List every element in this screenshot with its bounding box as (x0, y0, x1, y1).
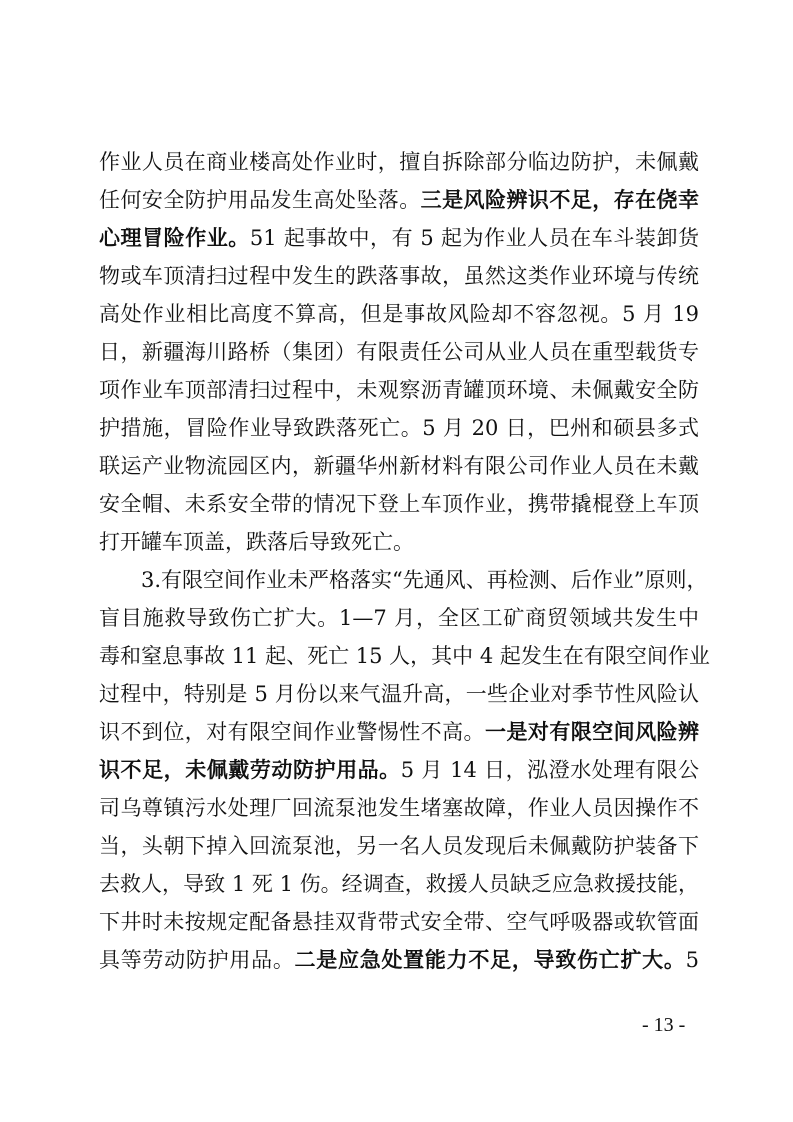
text-line (99, 637, 710, 675)
text-span: 过程中，特别是 5 月份以来气温升高，一些企业对季节性风险认 (99, 682, 699, 706)
text-line (99, 865, 699, 903)
text-line (99, 751, 699, 789)
text-line (99, 827, 699, 865)
text-span: 高处作业相比高度不算高，但是事故风险却不容忽视。5 月 19 (99, 302, 699, 326)
text-line (99, 941, 699, 979)
text-line (99, 561, 708, 599)
text-line (99, 257, 699, 295)
text-span: 项作业车顶部清扫过程中，未观察沥青罐顶环境、未佩戴安全防 (99, 378, 699, 402)
text-line (99, 447, 699, 485)
text-line (99, 181, 699, 219)
text-line (99, 713, 699, 751)
text-line (99, 143, 699, 181)
bold-text-span: 识不足，未佩戴劳动防护用品。 (99, 758, 401, 782)
text-span: 日，新疆海川路桥（集团）有限责任公司从业人员在重型载货专 (99, 340, 699, 364)
text-span: 5 (685, 948, 700, 972)
page-number: - 13 - (642, 1014, 686, 1036)
text-span: 下井时未按规定配备悬挂双背带式安全带、空气呼吸器或软管面 (99, 910, 699, 934)
text-span: 具等劳动防护用品。 (99, 948, 295, 972)
text-line (99, 219, 699, 257)
text-span: 5 月 14 日，泓澄水处理有限公 (400, 758, 700, 782)
text-line (99, 485, 699, 523)
bold-text-span: 二是应急处置能力不足，导致伤亡扩大。 (294, 948, 686, 972)
text-span: 毒和窒息事故 11 起、死亡 15 人，其中 4 起发生在有限空间作业 (99, 644, 710, 668)
text-span: 作业人员在商业楼高处作业时，擅自拆除部分临边防护，未佩戴 (99, 150, 699, 174)
text-span: 去救人，导致 1 死 1 伤。经调查，救援人员缺乏应急救援技能， (99, 872, 699, 896)
bold-text-span: 三是风险辨识不足，存在侥幸 (420, 188, 700, 212)
text-line (99, 789, 699, 827)
text-span: 识不到位，对有限空间作业警惕性不高。 (99, 720, 485, 744)
text-span: 打开罐车顶盖，跌落后导致死亡。 (99, 530, 414, 554)
bold-text-span: 一是对有限空间风险辨 (485, 720, 699, 744)
text-span: 当，头朝下掉入回流泵池，另一名人员发现后未佩戴防护装备下 (99, 834, 699, 858)
text-span: 任何安全防护用品发生高处坠落。 (99, 188, 421, 212)
text-span: 物或车顶清扫过程中发生的跌落事故，虽然这类作业环境与传统 (99, 264, 699, 288)
text-span: 护措施，冒险作业导致跌落死亡。5 月 20 日，巴州和硕县多式 (99, 416, 699, 440)
text-line (99, 295, 699, 333)
text-line (99, 599, 699, 637)
text-span: 司乌尊镇污水处理厂回流泵池发生堵塞故障，作业人员因操作不 (99, 796, 699, 820)
body-text (99, 143, 710, 979)
text-span: 安全帽、未系安全带的情况下登上车顶作业，携带撬棍登上车顶 (99, 492, 699, 516)
text-line (99, 903, 699, 941)
text-line (99, 371, 699, 409)
text-line (99, 523, 699, 561)
text-line (99, 675, 699, 713)
text-span: 51 起事故中，有 5 起为作业人员在车斗装卸货 (249, 226, 700, 250)
text-line (99, 409, 699, 447)
bold-text-span: 心理冒险作业。 (99, 226, 250, 250)
text-span: 盲目施救导致伤亡扩大。1—7 月，全区工矿商贸领域共发生中 (99, 606, 699, 630)
text-span: 联运产业物流园区内，新疆华州新材料有限公司作业人员在未戴 (99, 454, 699, 478)
text-span: 3.有限空间作业未严格落实“先通风、再检测、后作业”原则， (141, 568, 708, 592)
text-line (99, 333, 699, 371)
